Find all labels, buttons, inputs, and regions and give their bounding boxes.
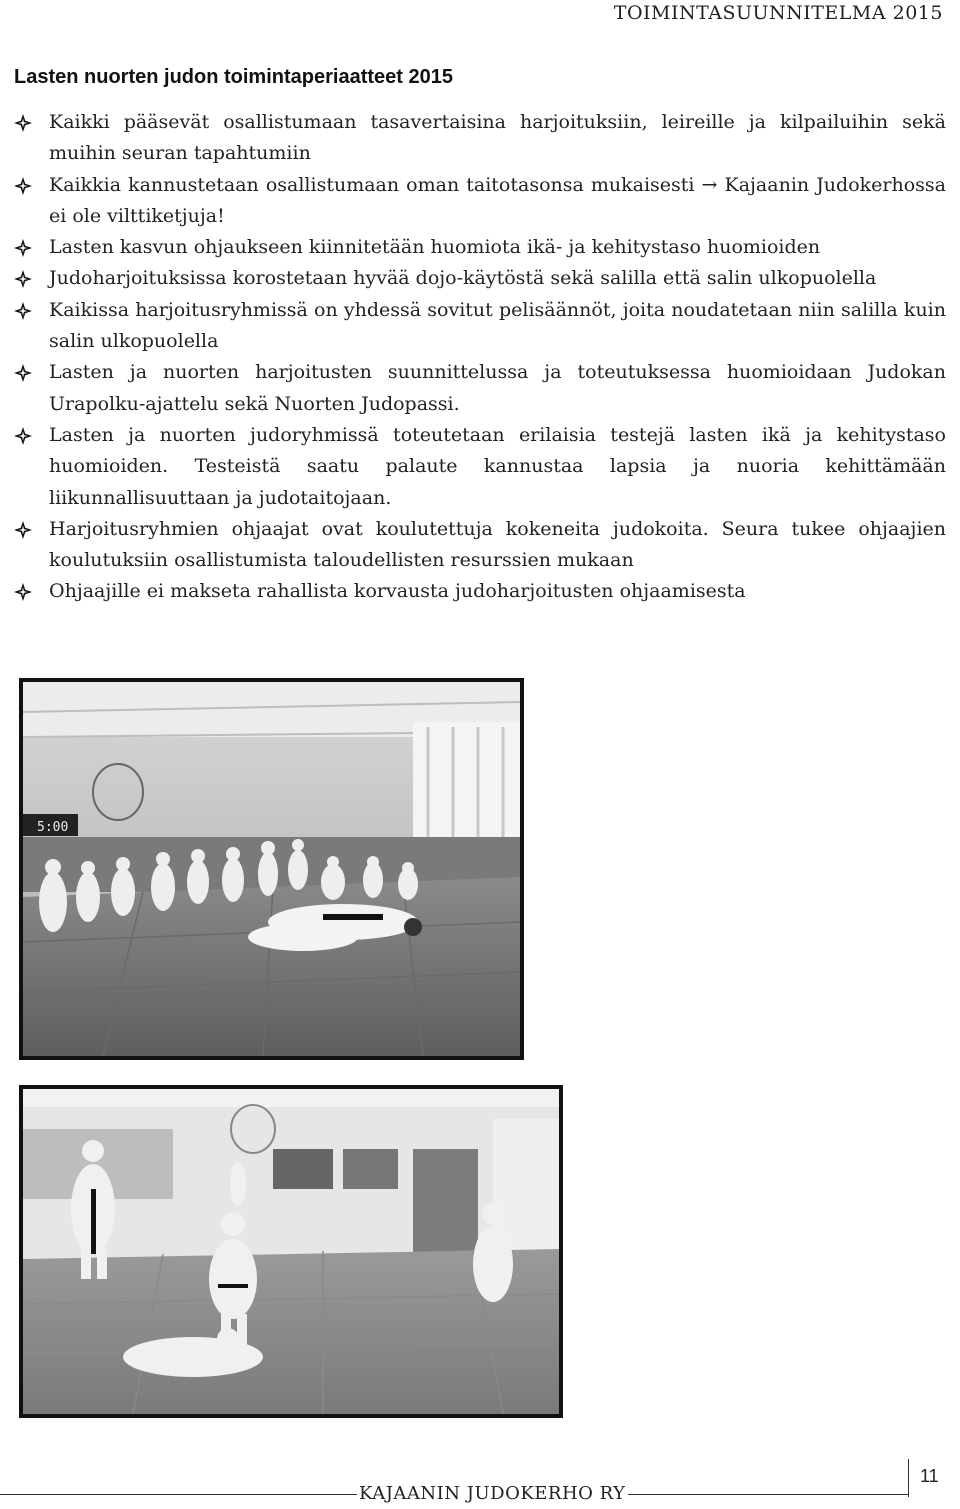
footer-organization: KAJAANIN JUDOKERHO RY (359, 1483, 626, 1504)
list-item-text: Kaikki pääsevät osallistumaan tasavertaisina harjoituksiin, leireille ja kilpailuihin sekä muihin seuran tapahtumiin (49, 111, 946, 165)
clock-display: 5:00 (37, 820, 69, 835)
page-header (0, 0, 943, 26)
diamond-star-bullet-icon (14, 583, 32, 601)
footer-rule-right (605, 1494, 908, 1495)
photo-children-practice (19, 1085, 563, 1418)
diamond-star-bullet-icon (14, 239, 32, 257)
page-number: 11 (920, 1466, 939, 1486)
footer-rule-left (0, 1494, 357, 1495)
list-item (14, 263, 946, 294)
list-item (14, 295, 946, 358)
diamond-star-bullet-icon (14, 364, 32, 382)
diamond-star-bullet-icon (14, 427, 32, 445)
page-number-divider (908, 1459, 909, 1497)
list-item-text: Lasten ja nuorten judoryhmissä toteutetaan erilaisia testejä lasten ikä ja kehitystaso huomioiden. Testeistä saatu palaute kannustaa lapsia ja nuoria kehittämään liikunnallisuuttaan ja judotaitojaan. (49, 423, 946, 509)
list-item (14, 170, 946, 233)
list-item (14, 107, 946, 170)
photo-illustration (23, 1089, 559, 1414)
photo-illustration (23, 682, 520, 1056)
section-heading: Lasten nuorten judon toimintaperiaatteet 2015 (14, 66, 453, 88)
principles-list (14, 107, 946, 608)
list-item-text: Lasten ja nuorten harjoitusten suunnittelussa ja toteutuksessa huomioidaan Judokan Urapolku-ajattelu sekä Nuorten Judopassi. (49, 361, 946, 415)
diamond-star-bullet-icon (14, 114, 32, 132)
list-item (14, 514, 946, 577)
document-title: TOIMINTASUUNNITELMA 2015 (613, 2, 943, 24)
diamond-star-bullet-icon (14, 521, 32, 539)
diamond-star-bullet-icon (14, 177, 32, 195)
list-item-text: Judoharjoituksissa korostetaan hyvää dojo-käytöstä sekä salilla että salin ulkopuolella (49, 267, 877, 290)
list-item (14, 576, 946, 607)
diamond-star-bullet-icon (14, 302, 32, 320)
list-item-text: Harjoitusryhmien ohjaajat ovat koulutettuja kokeneita judokoita. Seura tukee ohjaajien koulutuksiin osallistumista taloudellisten resurssien mukaan (49, 517, 946, 572)
list-item (14, 232, 946, 263)
list-item-text: Kaikkia kannustetaan osallistumaan oman taitotasonsa mukaisesti → Kajaanin Judokerhossa ei ole vilttiketjuja! (49, 173, 946, 227)
list-item-text: Kaikissa harjoitusryhmissä on yhdessä sovitut pelisäännöt, joita noudatetaan niin salilla kuin salin ulkopuolella (49, 298, 946, 353)
list-item-text: Ohjaajille ei makseta rahallista korvausta judoharjoitusten ohjaamisesta (49, 580, 746, 603)
list-item-text: Lasten kasvun ohjaukseen kiinnitetään huomiota ikä- ja kehitystaso huomioiden (49, 236, 821, 259)
list-item (14, 357, 946, 420)
diamond-star-bullet-icon (14, 270, 32, 288)
photo-judo-group-training (19, 678, 524, 1060)
list-item (14, 420, 946, 514)
